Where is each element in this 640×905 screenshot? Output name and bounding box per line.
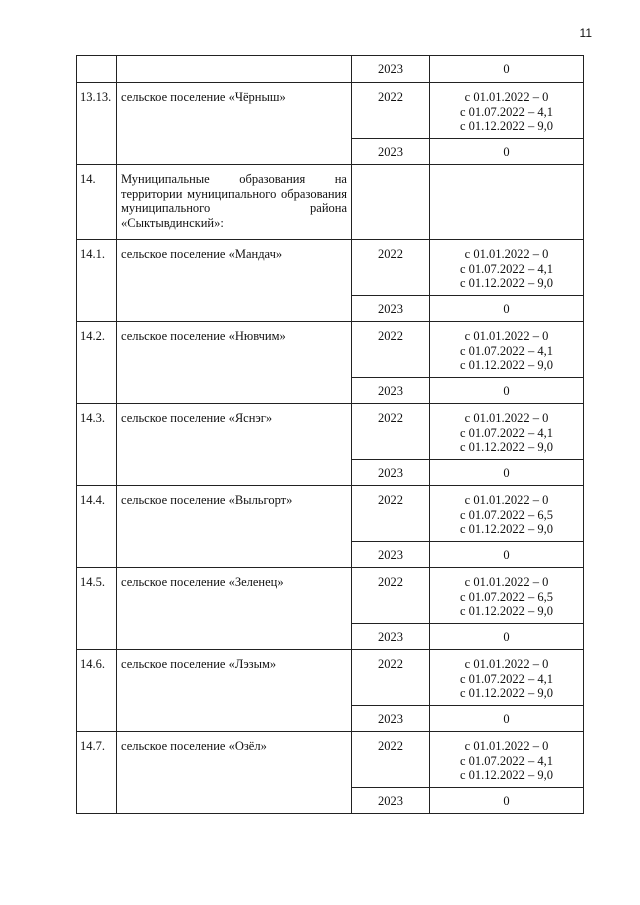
settlement-name-cell: сельское поселение «Мандач» [117,240,352,322]
value-cell [430,650,584,706]
year-cell: 2023 [352,624,430,650]
row-number-cell: 14.2. [77,322,117,404]
settlement-name-cell [117,56,352,83]
year-cell: 2022 [352,486,430,542]
value-cell: 0 [430,542,584,568]
table-row [77,240,584,296]
table-row [77,486,584,542]
value-line: с 01.01.2022 – 0 [464,247,549,261]
value-cell [430,486,584,542]
value-cell: 0 [430,788,584,814]
table-row [77,322,584,378]
value-cell: 0 [430,296,584,322]
year-cell: 2023 [352,296,430,322]
value-cell: 0 [430,378,584,404]
year-cell: 2022 [352,568,430,624]
settlement-name-cell: сельское поселение «Лэзым» [117,650,352,732]
row-number-cell: 14.6. [77,650,117,732]
year-cell: 2023 [352,139,430,165]
value-line: с 01.12.2022 – 9,0 [459,686,554,700]
value-line: с 01.12.2022 – 9,0 [459,768,554,782]
value-line: с 01.01.2022 – 0 [464,657,549,671]
value-cell [430,322,584,378]
value-line: с 01.12.2022 – 9,0 [459,440,554,454]
year-cell [352,165,430,240]
value-cell: 0 [430,624,584,650]
tariff-table [76,55,584,814]
year-cell: 2023 [352,706,430,732]
page-number: 11 [579,26,592,40]
table-row [77,650,584,706]
value-line: с 01.12.2022 – 9,0 [459,119,554,133]
value-cell [430,404,584,460]
table-row [77,404,584,460]
year-cell: 2022 [352,240,430,296]
value-line: с 01.07.2022 – 4,1 [459,343,554,358]
value-line: с 01.01.2022 – 0 [464,329,549,343]
year-cell: 2022 [352,322,430,378]
value-line: с 01.12.2022 – 9,0 [459,522,554,536]
year-cell: 2022 [352,650,430,706]
value-cell [430,165,584,240]
row-number-cell: 13.13. [77,83,117,165]
year-cell: 2023 [352,460,430,486]
value-line: с 01.07.2022 – 6,5 [459,589,554,604]
table-row [77,568,584,624]
row-number-cell: 14.5. [77,568,117,650]
row-number-cell: 14.4. [77,486,117,568]
value-cell [430,83,584,139]
settlement-name-cell: сельское поселение «Яснэг» [117,404,352,486]
year-cell: 2023 [352,788,430,814]
year-cell: 2022 [352,404,430,460]
row-number-cell: 14.3. [77,404,117,486]
row-number-cell [77,56,117,83]
value-line: с 01.07.2022 – 4,1 [459,104,554,119]
value-cell: 0 [430,56,584,83]
settlement-name-cell: сельское поселение «Зеленец» [117,568,352,650]
value-cell: 0 [430,139,584,165]
value-cell: 0 [430,706,584,732]
settlement-name-cell: сельское поселение «Чёрныш» [117,83,352,165]
table-row [77,83,584,139]
value-line: с 01.01.2022 – 0 [464,411,549,425]
table-row [77,732,584,788]
value-line: с 01.01.2022 – 0 [464,493,549,507]
value-line: с 01.07.2022 – 4,1 [459,425,554,440]
year-cell: 2022 [352,83,430,139]
value-cell [430,240,584,296]
value-line: с 01.12.2022 – 9,0 [459,604,554,618]
settlement-name-cell: сельское поселение «Выльгорт» [117,486,352,568]
value-line: с 01.07.2022 – 6,5 [459,507,554,522]
value-cell: 0 [430,460,584,486]
row-number-cell: 14. [77,165,117,240]
value-cell [430,732,584,788]
value-line: с 01.07.2022 – 4,1 [459,671,554,686]
row-number-cell: 14.7. [77,732,117,814]
settlement-name-cell: сельское поселение «Озёл» [117,732,352,814]
year-cell: 2023 [352,542,430,568]
value-cell [430,568,584,624]
table-row [77,56,584,83]
value-line: с 01.01.2022 – 0 [464,739,549,753]
value-line: с 01.12.2022 – 9,0 [459,358,554,372]
settlement-name-cell: сельское поселение «Нювчим» [117,322,352,404]
value-line: с 01.12.2022 – 9,0 [459,276,554,290]
year-cell: 2022 [352,732,430,788]
row-number-cell: 14.1. [77,240,117,322]
section-title-cell: Муниципальные образования на территории муниципального образования муниципального района «Сыктывдинский»: [117,165,352,240]
value-line: с 01.01.2022 – 0 [464,575,549,589]
value-line: с 01.07.2022 – 4,1 [459,261,554,276]
table-row [77,165,584,240]
year-cell: 2023 [352,378,430,404]
value-line: с 01.01.2022 – 0 [464,90,549,104]
value-line: с 01.07.2022 – 4,1 [459,753,554,768]
year-cell: 2023 [352,56,430,83]
